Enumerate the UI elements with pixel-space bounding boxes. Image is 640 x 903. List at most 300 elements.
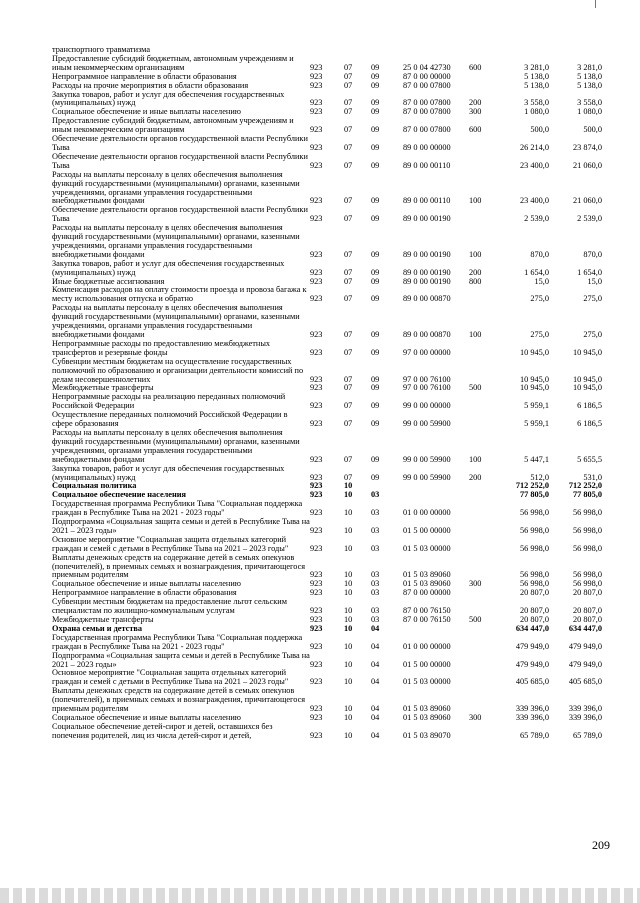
amount-year2-cell: 56 998,0	[572, 570, 602, 580]
amount-year1-cell: 1 654,0	[524, 267, 549, 277]
expense-name-cell: Межбюджетные трансферты	[52, 615, 154, 624]
grbs-code-cell: 923	[310, 80, 323, 90]
table-row	[52, 411, 602, 429]
amount-year2-cell: 77 805,0	[572, 490, 602, 500]
amount-year2-cell: 10 945,0	[572, 374, 602, 384]
grbs-code-cell: 923	[310, 249, 323, 259]
amount-year2-cell: 479 949,0	[568, 641, 602, 651]
section-code-cell: 07	[344, 142, 353, 152]
expense-name-cell: Расходы на выплаты персоналу в целях обеспечения выполнения функций государственными (муниципальными) органами, казенными учреждениями, органами управления государственными внебюджетными фондами	[52, 169, 300, 206]
amount-year2-cell: 20 807,0	[572, 588, 602, 598]
table-row	[52, 429, 602, 465]
table-row	[52, 224, 602, 260]
section-code-cell: 10	[344, 730, 353, 740]
section-code-cell: 10	[344, 570, 353, 580]
target-article-cell: 99 0 00 59900	[403, 419, 451, 429]
expense-type-cell: 300	[469, 712, 482, 722]
scan-bottom-edge	[0, 888, 640, 903]
table-row	[52, 340, 602, 358]
amount-year1-cell: 56 998,0	[519, 543, 549, 553]
subsection-code-cell: 04	[371, 712, 380, 722]
subsection-code-cell: 03	[371, 525, 380, 535]
amount-year1-cell: 712 252,0	[515, 481, 549, 491]
grbs-code-cell: 923	[310, 98, 323, 108]
subsection-code-cell: 09	[371, 62, 380, 72]
subsection-code-cell: 09	[371, 125, 380, 135]
table-row	[52, 393, 602, 411]
target-article-cell: 01 5 03 89060	[403, 570, 451, 580]
amount-year1-cell: 339 396,0	[515, 704, 549, 714]
table-row	[52, 304, 602, 340]
subsection-code-cell: 03	[371, 588, 380, 598]
grbs-code-cell: 923	[310, 641, 323, 651]
amount-year1-cell: 20 807,0	[519, 588, 549, 598]
section-code-cell: 07	[344, 294, 353, 304]
section-code-cell: 07	[344, 276, 353, 286]
amount-year1-cell: 5 138,0	[524, 71, 549, 81]
amount-year2-cell: 21 060,0	[572, 160, 602, 170]
section-code-cell: 07	[344, 374, 353, 384]
amount-year1-cell: 20 807,0	[519, 606, 549, 616]
expense-name-cell: Предоставление субсидий бюджетным, автономным учреждениям и иным некоммерческим организациям	[52, 116, 294, 135]
section-code-cell: 07	[344, 383, 353, 393]
expense-name-cell: Государственная программа Республики Тыва "Социальная поддержка граждан в Республике Тыва на 2021 - 2023 годы"	[52, 499, 303, 518]
expense-name-cell: Непрограммные расходы по предоставлению межбюджетных трансфертов и резервные фонды	[52, 338, 271, 357]
amount-year1-cell: 23 400,0	[519, 196, 549, 206]
section-code-cell: 10	[344, 490, 353, 500]
expense-type-cell: 600	[469, 125, 482, 135]
subsection-code-cell: 09	[371, 267, 380, 277]
amount-year1-cell: 500,0	[530, 125, 549, 135]
expense-name-cell: Социальное обеспечение и иные выплаты населению	[52, 712, 241, 722]
expense-type-cell: 100	[469, 330, 482, 339]
target-article-cell: 89 0 00 00110	[403, 196, 451, 206]
target-article-cell: 87 0 00 76150	[403, 615, 451, 624]
amount-year2-cell: 15,0	[587, 276, 602, 286]
amount-year2-cell: 56 998,0	[572, 543, 602, 553]
amount-year1-cell: 275,0	[530, 330, 549, 339]
subsection-code-cell: 03	[371, 508, 380, 518]
grbs-code-cell: 923	[310, 214, 323, 224]
expense-name-cell: Расходы на выплаты персоналу в целях обеспечения выполнения функций государственными (муниципальными) органами, казенными учреждениями, органами управления государственными внебюджетными фондами	[52, 303, 300, 339]
section-code-cell: 07	[344, 454, 353, 464]
subsection-code-cell: 09	[371, 80, 380, 90]
grbs-code-cell: 923	[310, 525, 323, 535]
subsection-code-cell: 09	[371, 71, 380, 81]
table-row	[52, 554, 602, 581]
amount-year2-cell: 5 655,5	[577, 454, 602, 464]
section-code-cell: 10	[344, 677, 353, 687]
amount-year1-cell: 479 949,0	[515, 641, 549, 651]
target-article-cell: 89 0 00 00870	[403, 294, 451, 304]
amount-year2-cell: 531,0	[583, 472, 602, 482]
expense-type-cell: 600	[469, 62, 482, 72]
amount-year2-cell: 3 558,0	[577, 98, 602, 108]
expense-name-cell: Закупка товаров, работ и услуг для обеспечения государственных (муниципальных) нужд	[52, 463, 285, 482]
amount-year1-cell: 10 945,0	[519, 347, 549, 357]
expense-name-cell: Межбюджетные трансферты	[52, 383, 154, 393]
amount-year1-cell: 10 945,0	[519, 383, 549, 393]
grbs-code-cell: 923	[310, 160, 323, 170]
expense-name-cell: Государственная программа Республики Тыва "Социальная поддержка граждан в Республике Тыва на 2021 - 2023 годы"	[52, 632, 303, 651]
subsection-code-cell: 09	[371, 196, 380, 206]
amount-year1-cell: 56 998,0	[519, 570, 549, 580]
target-article-cell: 97 0 00 76100	[403, 374, 451, 384]
amount-year2-cell: 10 945,0	[572, 347, 602, 357]
section-code-cell: 07	[344, 330, 353, 339]
table-body	[52, 46, 602, 741]
amount-year2-cell: 479 949,0	[568, 659, 602, 669]
expense-name-cell: Расходы на выплаты персоналу в целях обеспечения выполнения функций государственными (муниципальными) органами, казенными учреждениями, органами управления государственными внебюджетными фондами	[52, 223, 300, 259]
section-code-cell: 10	[344, 525, 353, 535]
amount-year1-cell: 3 281,0	[524, 62, 549, 72]
target-article-cell: 01 5 03 00000	[403, 543, 451, 553]
grbs-code-cell: 923	[310, 419, 323, 429]
grbs-code-cell: 923	[310, 383, 323, 393]
subsection-code-cell: 03	[371, 543, 380, 553]
section-code-cell: 07	[344, 419, 353, 429]
table-row	[52, 465, 602, 483]
subsection-code-cell: 09	[371, 142, 380, 152]
grbs-code-cell: 923	[310, 196, 323, 206]
expense-type-cell: 100	[469, 454, 482, 464]
expense-name-cell: Основное мероприятие "Социальная защита отдельных категорий граждан и семей с детьми в Республике Тыва на 2021 – 2023 годы"	[52, 668, 289, 687]
target-article-cell: 01 5 03 89070	[403, 730, 451, 740]
subsection-code-cell: 09	[371, 454, 380, 464]
target-article-cell: 01 0 00 00000	[403, 641, 451, 651]
section-code-cell: 07	[344, 107, 353, 117]
table-row	[52, 358, 602, 385]
subsection-code-cell: 04	[371, 623, 380, 633]
amount-year2-cell: 1 080,0	[577, 107, 602, 117]
grbs-code-cell: 923	[310, 659, 323, 669]
amount-year2-cell: 3 281,0	[577, 62, 602, 72]
table-row	[52, 652, 602, 670]
amount-year1-cell: 65 789,0	[519, 730, 549, 740]
amount-year1-cell: 870,0	[530, 249, 549, 259]
table-row	[52, 518, 602, 536]
section-code-cell: 10	[344, 641, 353, 651]
table-row	[52, 598, 602, 616]
subsection-code-cell: 09	[371, 330, 380, 339]
section-code-cell: 10	[344, 508, 353, 518]
expense-name-cell: Непрограммные расходы на реализацию переданных полномочий Российской Федерации	[52, 392, 286, 411]
grbs-code-cell: 923	[310, 276, 323, 286]
amount-year1-cell: 5 959,1	[524, 419, 549, 429]
section-code-cell: 07	[344, 62, 353, 72]
target-article-cell: 89 0 00 00190	[403, 249, 451, 259]
amount-year1-cell: 56 998,0	[519, 579, 549, 589]
amount-year2-cell: 56 998,0	[572, 508, 602, 518]
target-article-cell: 87 0 00 00000	[403, 588, 451, 598]
table-row	[52, 117, 602, 135]
expense-type-cell: 200	[469, 267, 482, 277]
amount-year1-cell: 5 138,0	[524, 80, 549, 90]
table-row	[52, 286, 602, 304]
table-row	[52, 91, 602, 109]
amount-year2-cell: 405 685,0	[568, 677, 602, 687]
grbs-code-cell: 923	[310, 330, 323, 339]
expense-type-cell: 200	[469, 472, 482, 482]
subsection-code-cell: 09	[371, 107, 380, 117]
amount-year1-cell: 1 080,0	[524, 107, 549, 117]
grbs-code-cell: 923	[310, 615, 323, 624]
target-article-cell: 87 0 00 76150	[403, 606, 451, 616]
target-article-cell: 97 0 00 76100	[403, 383, 451, 393]
grbs-code-cell: 923	[310, 579, 323, 589]
grbs-code-cell: 923	[310, 508, 323, 518]
target-article-cell: 89 0 00 00190	[403, 214, 451, 224]
amount-year1-cell: 56 998,0	[519, 525, 549, 535]
subsection-code-cell: 09	[371, 374, 380, 384]
table-row	[52, 500, 602, 518]
grbs-code-cell: 923	[310, 374, 323, 384]
section-code-cell: 10	[344, 615, 353, 624]
subsection-code-cell: 03	[371, 490, 380, 500]
grbs-code-cell: 923	[310, 107, 323, 117]
target-article-cell: 89 0 00 00000	[403, 142, 451, 152]
grbs-code-cell: 923	[310, 71, 323, 81]
amount-year1-cell: 23 400,0	[519, 160, 549, 170]
target-article-cell: 87 0 00 07800	[403, 80, 451, 90]
grbs-code-cell: 923	[310, 401, 323, 411]
expense-name-cell: Выплаты денежных средств на содержание детей в семьях опекунов (попечителей), в приемных семьях и вознаграждения, причитающегося приемным родителям	[52, 552, 306, 580]
grbs-code-cell: 923	[310, 481, 323, 491]
expense-type-cell: 800	[469, 276, 482, 286]
grbs-code-cell: 923	[310, 125, 323, 135]
target-article-cell: 01 5 03 00000	[403, 677, 451, 687]
grbs-code-cell: 923	[310, 472, 323, 482]
amount-year2-cell: 65 789,0	[572, 730, 602, 740]
target-article-cell: 99 0 00 59900	[403, 472, 451, 482]
expense-name-cell: Непрограммное направление в области образования	[52, 588, 237, 598]
target-article-cell: 89 0 00 00110	[403, 160, 451, 170]
expense-name-cell: Иные бюджетные ассигнования	[52, 276, 165, 286]
subsection-code-cell: 04	[371, 677, 380, 687]
table-row	[52, 536, 602, 554]
amount-year2-cell: 6 186,5	[577, 401, 602, 411]
page-number: 209	[592, 838, 610, 852]
expense-name-cell: Осуществление переданных полномочий Российской Федерации в сфере образования	[52, 410, 288, 429]
amount-year1-cell: 56 998,0	[519, 508, 549, 518]
expense-name-cell: Расходы на прочие мероприятия в области образования	[52, 80, 249, 90]
subsection-code-cell: 04	[371, 730, 380, 740]
expense-type-cell: 500	[469, 383, 482, 393]
amount-year2-cell: 500,0	[583, 125, 602, 135]
amount-year2-cell: 275,0	[583, 330, 602, 339]
subsection-code-cell: 04	[371, 641, 380, 651]
expense-type-cell: 300	[469, 107, 482, 117]
subsection-code-cell: 03	[371, 579, 380, 589]
expense-name-cell: Подпрограмма «Социальная защита семьи и детей в Республике Тыва на 2021 – 2023 годы»	[52, 517, 310, 535]
table-row	[52, 634, 602, 652]
expense-name-cell: Социальное обеспечение детей-сирот и детей, оставшихся без попечения родителей, лиц из числа детей-сирот и детей,	[52, 721, 273, 740]
section-code-cell: 07	[344, 98, 353, 108]
grbs-code-cell: 923	[310, 712, 323, 722]
expense-name-cell: Социальное обеспечение и иные выплаты населению	[52, 579, 241, 589]
target-article-cell: 25 0 04 42730	[403, 62, 451, 72]
expense-name-cell: Предоставление субсидий бюджетным, автономным учреждениям и иным некоммерческим организациям	[52, 53, 294, 72]
subsection-code-cell: 09	[371, 160, 380, 170]
table-row	[52, 206, 602, 224]
target-article-cell: 87 0 00 07800	[403, 125, 451, 135]
expense-name-cell: Основное мероприятие "Социальная защита отдельных категорий граждан и семей с детьми в Республике Тыва на 2021 – 2023 годы"	[52, 534, 289, 553]
table-row	[52, 153, 602, 171]
table-row	[52, 55, 602, 73]
amount-year2-cell: 870,0	[583, 249, 602, 259]
subsection-code-cell: 09	[371, 383, 380, 393]
expense-name-cell: Непрограммное направление в области образования	[52, 71, 237, 81]
amount-year2-cell: 21 060,0	[572, 196, 602, 206]
expense-name-cell: транспортного травматизма	[52, 45, 151, 54]
expense-name-cell: Компенсация расходов на оплату стоимости проезда и провоза багажа к месту использования отпуска и обратно	[52, 285, 307, 304]
section-code-cell: 07	[344, 80, 353, 90]
subsection-code-cell: 09	[371, 347, 380, 357]
grbs-code-cell: 923	[310, 543, 323, 553]
expense-type-cell: 300	[469, 579, 482, 589]
amount-year1-cell: 339 396,0	[515, 712, 549, 722]
grbs-code-cell: 923	[310, 588, 323, 598]
section-code-cell: 07	[344, 472, 353, 482]
subsection-code-cell: 09	[371, 472, 380, 482]
section-code-cell: 07	[344, 160, 353, 170]
section-code-cell: 10	[344, 588, 353, 598]
amount-year2-cell: 712 252,0	[568, 481, 602, 491]
grbs-code-cell: 923	[310, 454, 323, 464]
amount-year2-cell: 23 874,0	[572, 142, 602, 152]
expense-type-cell: 100	[469, 196, 482, 206]
grbs-code-cell: 923	[310, 267, 323, 277]
section-code-cell: 10	[344, 704, 353, 714]
expense-name-cell: Социальная политика	[52, 481, 137, 491]
scan-edge-mark	[595, 0, 596, 8]
expense-name-cell: Обеспечение деятельности органов государственной власти Республики Тыва	[52, 134, 308, 152]
section-code-cell: 10	[344, 543, 353, 553]
section-code-cell: 07	[344, 347, 353, 357]
table-row	[52, 260, 602, 278]
subsection-code-cell: 03	[371, 570, 380, 580]
subsection-code-cell: 09	[371, 276, 380, 286]
target-article-cell: 89 0 00 00190	[403, 276, 451, 286]
target-article-cell: 01 0 00 00000	[403, 508, 451, 518]
subsection-code-cell: 09	[371, 214, 380, 224]
amount-year2-cell: 56 998,0	[572, 525, 602, 535]
grbs-code-cell: 923	[310, 606, 323, 616]
amount-year1-cell: 275,0	[530, 294, 549, 304]
grbs-code-cell: 923	[310, 677, 323, 687]
amount-year1-cell: 479 949,0	[515, 659, 549, 669]
amount-year1-cell: 20 807,0	[519, 615, 549, 624]
table-row	[52, 135, 602, 153]
amount-year1-cell: 3 558,0	[524, 98, 549, 108]
expense-name-cell: Выплаты денежных средств на содержание детей в семьях опекунов (попечителей), в приемных семьях и вознаграждения, причитающегося приемным родителям	[52, 686, 306, 714]
expense-type-cell: 100	[469, 249, 482, 259]
subsection-code-cell: 09	[371, 401, 380, 411]
grbs-code-cell: 923	[310, 347, 323, 357]
table-row	[52, 723, 602, 741]
amount-year2-cell: 20 807,0	[572, 615, 602, 624]
grbs-code-cell: 923	[310, 142, 323, 152]
amount-year1-cell: 10 945,0	[519, 374, 549, 384]
amount-year1-cell: 15,0	[534, 276, 549, 286]
target-article-cell: 99 0 00 00000	[403, 401, 451, 411]
target-article-cell: 99 0 00 59900	[403, 454, 451, 464]
amount-year2-cell: 20 807,0	[572, 606, 602, 616]
target-article-cell: 97 0 00 00000	[403, 347, 451, 357]
amount-year1-cell: 77 805,0	[519, 490, 549, 500]
section-code-cell: 07	[344, 249, 353, 259]
expense-name-cell: Расходы на выплаты персоналу в целях обеспечения выполнения функций государственными (муниципальными) органами, казенными учреждениями, органами управления государственными внебюджетными фондами	[52, 427, 300, 464]
amount-year1-cell: 5 447,1	[524, 454, 549, 464]
grbs-code-cell: 923	[310, 570, 323, 580]
target-article-cell: 01 5 03 89060	[403, 579, 451, 589]
expense-name-cell: Социальное обеспечение и иные выплаты населению	[52, 107, 241, 117]
table-row	[52, 687, 602, 714]
grbs-code-cell: 923	[310, 730, 323, 740]
target-article-cell: 01 5 03 89060	[403, 712, 451, 722]
subsection-code-cell: 09	[371, 419, 380, 429]
amount-year2-cell: 5 138,0	[577, 71, 602, 81]
section-code-cell: 10	[344, 481, 353, 491]
amount-year2-cell: 5 138,0	[577, 80, 602, 90]
amount-year1-cell: 26 214,0	[519, 142, 549, 152]
section-code-cell: 10	[344, 659, 353, 669]
target-article-cell: 89 0 00 00870	[403, 330, 451, 339]
expense-name-cell: Подпрограмма «Социальная защита семьи и детей в Республике Тыва на 2021 – 2023 годы»	[52, 650, 310, 669]
section-code-cell: 07	[344, 267, 353, 277]
budget-table	[52, 46, 602, 741]
section-code-cell: 07	[344, 71, 353, 81]
expense-name-cell: Охрана семьи и детства	[52, 623, 143, 633]
target-article-cell: 87 0 00 07800	[403, 98, 451, 108]
target-article-cell: 01 5 03 89060	[403, 704, 451, 714]
section-code-cell: 10	[344, 579, 353, 589]
grbs-code-cell: 923	[310, 623, 323, 633]
expense-type-cell: 200	[469, 98, 482, 108]
expense-name-cell: Обеспечение деятельности органов государственной власти Республики Тыва	[52, 205, 308, 224]
grbs-code-cell: 923	[310, 294, 323, 304]
amount-year2-cell: 2 539,0	[577, 214, 602, 224]
section-code-cell: 10	[344, 623, 353, 633]
table-row	[52, 669, 602, 687]
amount-year2-cell: 56 998,0	[572, 579, 602, 589]
amount-year1-cell: 405 685,0	[515, 677, 549, 687]
subsection-code-cell: 09	[371, 294, 380, 304]
expense-name-cell: Социальное обеспечение населения	[52, 490, 187, 500]
expense-name-cell: Обеспечение деятельности органов государственной власти Республики Тыва	[52, 151, 308, 170]
grbs-code-cell: 923	[310, 490, 323, 500]
target-article-cell: 01 5 00 00000	[403, 525, 451, 535]
amount-year2-cell: 275,0	[583, 294, 602, 304]
target-article-cell: 01 5 00 00000	[403, 659, 451, 669]
grbs-code-cell: 923	[310, 704, 323, 714]
expense-name-cell: Субвенции местным бюджетам на осуществление государственных полномочий по образованию и организации деятельности комиссий по делам несовершеннолетних	[52, 356, 304, 384]
grbs-code-cell: 923	[310, 62, 323, 72]
section-code-cell: 10	[344, 606, 353, 616]
amount-year1-cell: 512,0	[530, 472, 549, 482]
amount-year1-cell: 2 539,0	[524, 214, 549, 224]
section-code-cell: 07	[344, 125, 353, 135]
subsection-code-cell: 04	[371, 704, 380, 714]
subsection-code-cell: 03	[371, 615, 380, 624]
amount-year1-cell: 634 447,0	[515, 623, 549, 633]
amount-year2-cell: 339 396,0	[568, 704, 602, 714]
amount-year2-cell: 6 186,5	[577, 419, 602, 429]
section-code-cell: 07	[344, 401, 353, 411]
expense-name-cell: Закупка товаров, работ и услуг для обеспечения государственных (муниципальных) нужд	[52, 258, 285, 277]
section-code-cell: 10	[344, 712, 353, 722]
section-code-cell: 07	[344, 196, 353, 206]
